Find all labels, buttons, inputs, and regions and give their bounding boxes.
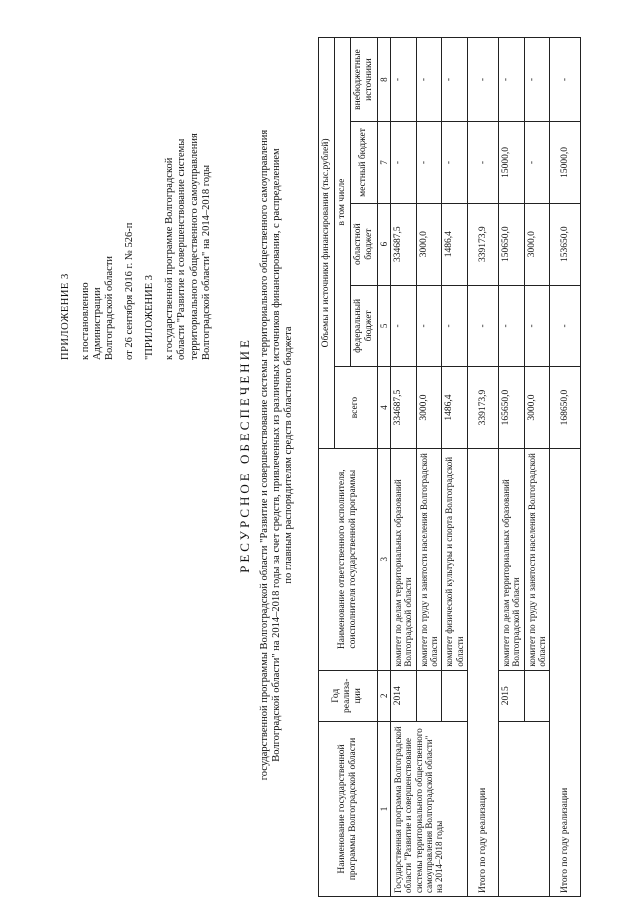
resolution-line: к постановлению <box>80 282 92 360</box>
regional-cell: 334687,5 <box>391 203 417 285</box>
header-funding: Объемы и источники финансирования (тыс.рублей) <box>319 38 335 449</box>
program-reference-3: территориального общественного самоуправления <box>188 133 200 360</box>
header-year: Год реализа-ции <box>319 670 378 721</box>
table-row-total <box>550 38 581 897</box>
regional-cell: 153650,0 <box>550 203 581 285</box>
extra-cell: - <box>442 38 468 122</box>
executor-cell: комитет по делам территориальных образований Волгоградской области <box>499 448 525 670</box>
year-cell: 2015 <box>499 670 525 721</box>
program-name-cell-empty <box>499 721 550 896</box>
appendix-title-quoted: "ПРИЛОЖЕНИЕ 3 <box>144 274 156 360</box>
executor-cell: комитет по делам территориальных образований Волгоградской области <box>391 448 417 670</box>
extra-cell: - <box>550 38 581 122</box>
table-row-total <box>468 38 499 897</box>
extra-cell: - <box>468 38 499 122</box>
column-number: 5 <box>377 285 390 367</box>
title-subtitle-3: по главным распорядителям средств областного бюджета <box>283 326 295 584</box>
title-subtitle-2: Волгоградской области" на 2014–2018 годы за счет средств, привлеченных из различных источников финансирования, с распределением <box>271 148 282 762</box>
table-row <box>391 38 417 897</box>
federal-cell: - <box>391 285 417 367</box>
regional-cell: 339173,9 <box>468 203 499 285</box>
regional-cell: 150650,0 <box>499 203 525 285</box>
federal-cell: - <box>524 285 550 367</box>
extra-cell: - <box>391 38 417 122</box>
document-title <box>238 65 295 845</box>
federal-cell: - <box>416 285 442 367</box>
extra-cell: - <box>416 38 442 122</box>
year-cell <box>442 670 468 721</box>
header-including: в том числе <box>334 38 350 367</box>
column-number: 7 <box>377 122 390 204</box>
federal-cell: - <box>468 285 499 367</box>
executor-cell: комитет по труду и занятости населения Волгоградской области <box>416 448 442 670</box>
header-local: местный бюджет <box>350 122 377 204</box>
year-cell: 2014 <box>391 670 417 721</box>
federal-cell: - <box>550 285 581 367</box>
total-label-cell: Итого по году реализации <box>550 448 581 896</box>
program-reference-2: области "Развитие и совершенствование системы <box>176 138 188 360</box>
local-cell: - <box>524 122 550 204</box>
local-cell: 15000,0 <box>499 122 525 204</box>
header-federal: федеральный бюджет <box>350 285 377 367</box>
total-cell: 334687,5 <box>391 367 417 449</box>
header-regional: областной бюджет <box>350 203 377 285</box>
federal-cell: - <box>442 285 468 367</box>
program-name-cell: Государственная программа Волгоградской области "Развитие и совершенствование системы территориального общественного самоуправления Волгоградской области" на 2014–2018 годы <box>391 721 468 896</box>
executor-cell: комитет по труду и занятости населения Волгоградской области <box>524 448 550 670</box>
program-reference-4: Волгоградской области" на 2014–2018 годы <box>200 164 212 360</box>
total-cell: 165650,0 <box>499 367 525 449</box>
total-cell: 3000,0 <box>524 367 550 449</box>
header-program-name: Наименование государственной программы Волгоградской области <box>319 721 378 896</box>
extra-cell: - <box>499 38 525 122</box>
header-executor: Наименование ответственного исполнителя, соисполнителя государственной программы <box>319 448 378 670</box>
column-number: 8 <box>377 38 390 122</box>
total-label-cell: Итого по году реализации <box>468 448 499 896</box>
column-number-row <box>377 38 390 897</box>
funding-table <box>318 37 581 897</box>
title-subtitle-1: государственной программы Волгоградской области "Развитие и совершенствование системы территориального общественного самоуправления <box>258 129 270 781</box>
year-cell <box>524 670 550 721</box>
program-reference-1: к государственной программе Волгоградской <box>164 157 176 360</box>
header-extra: внебюджетные источники <box>350 38 377 122</box>
column-number: 4 <box>377 367 390 449</box>
resolution-date: от 26 сентября 2016 г. № 526-п <box>124 222 136 360</box>
local-cell: - <box>391 122 417 204</box>
local-cell: - <box>442 122 468 204</box>
regional-cell: 1486,4 <box>442 203 468 285</box>
table-row <box>499 38 525 897</box>
total-cell: 3000,0 <box>416 367 442 449</box>
local-cell: 15000,0 <box>550 122 581 204</box>
regional-cell: 3000,0 <box>416 203 442 285</box>
appendix-title: ПРИЛОЖЕНИЕ 3 <box>60 273 71 360</box>
region-line: Волгоградской области <box>104 255 116 360</box>
local-cell: - <box>416 122 442 204</box>
total-cell: 168650,0 <box>550 367 581 449</box>
executor-cell: комитет физической культуры и спорта Волгоградской области <box>442 448 468 670</box>
title-main: РЕСУРСНОЕ ОБЕСПЕЧЕНИЕ <box>237 337 252 573</box>
year-cell <box>416 670 442 721</box>
administration-line: Администрации <box>92 287 104 360</box>
federal-cell: - <box>499 285 525 367</box>
column-number: 1 <box>377 721 390 896</box>
total-cell: 339173,9 <box>468 367 499 449</box>
column-number: 2 <box>377 670 390 721</box>
total-cell: 1486,4 <box>442 367 468 449</box>
regional-cell: 3000,0 <box>524 203 550 285</box>
header-total: всего <box>334 367 377 449</box>
extra-cell: - <box>524 38 550 122</box>
appendix-header <box>60 0 213 360</box>
column-number: 6 <box>377 203 390 285</box>
local-cell: - <box>468 122 499 204</box>
column-number: 3 <box>377 448 390 670</box>
